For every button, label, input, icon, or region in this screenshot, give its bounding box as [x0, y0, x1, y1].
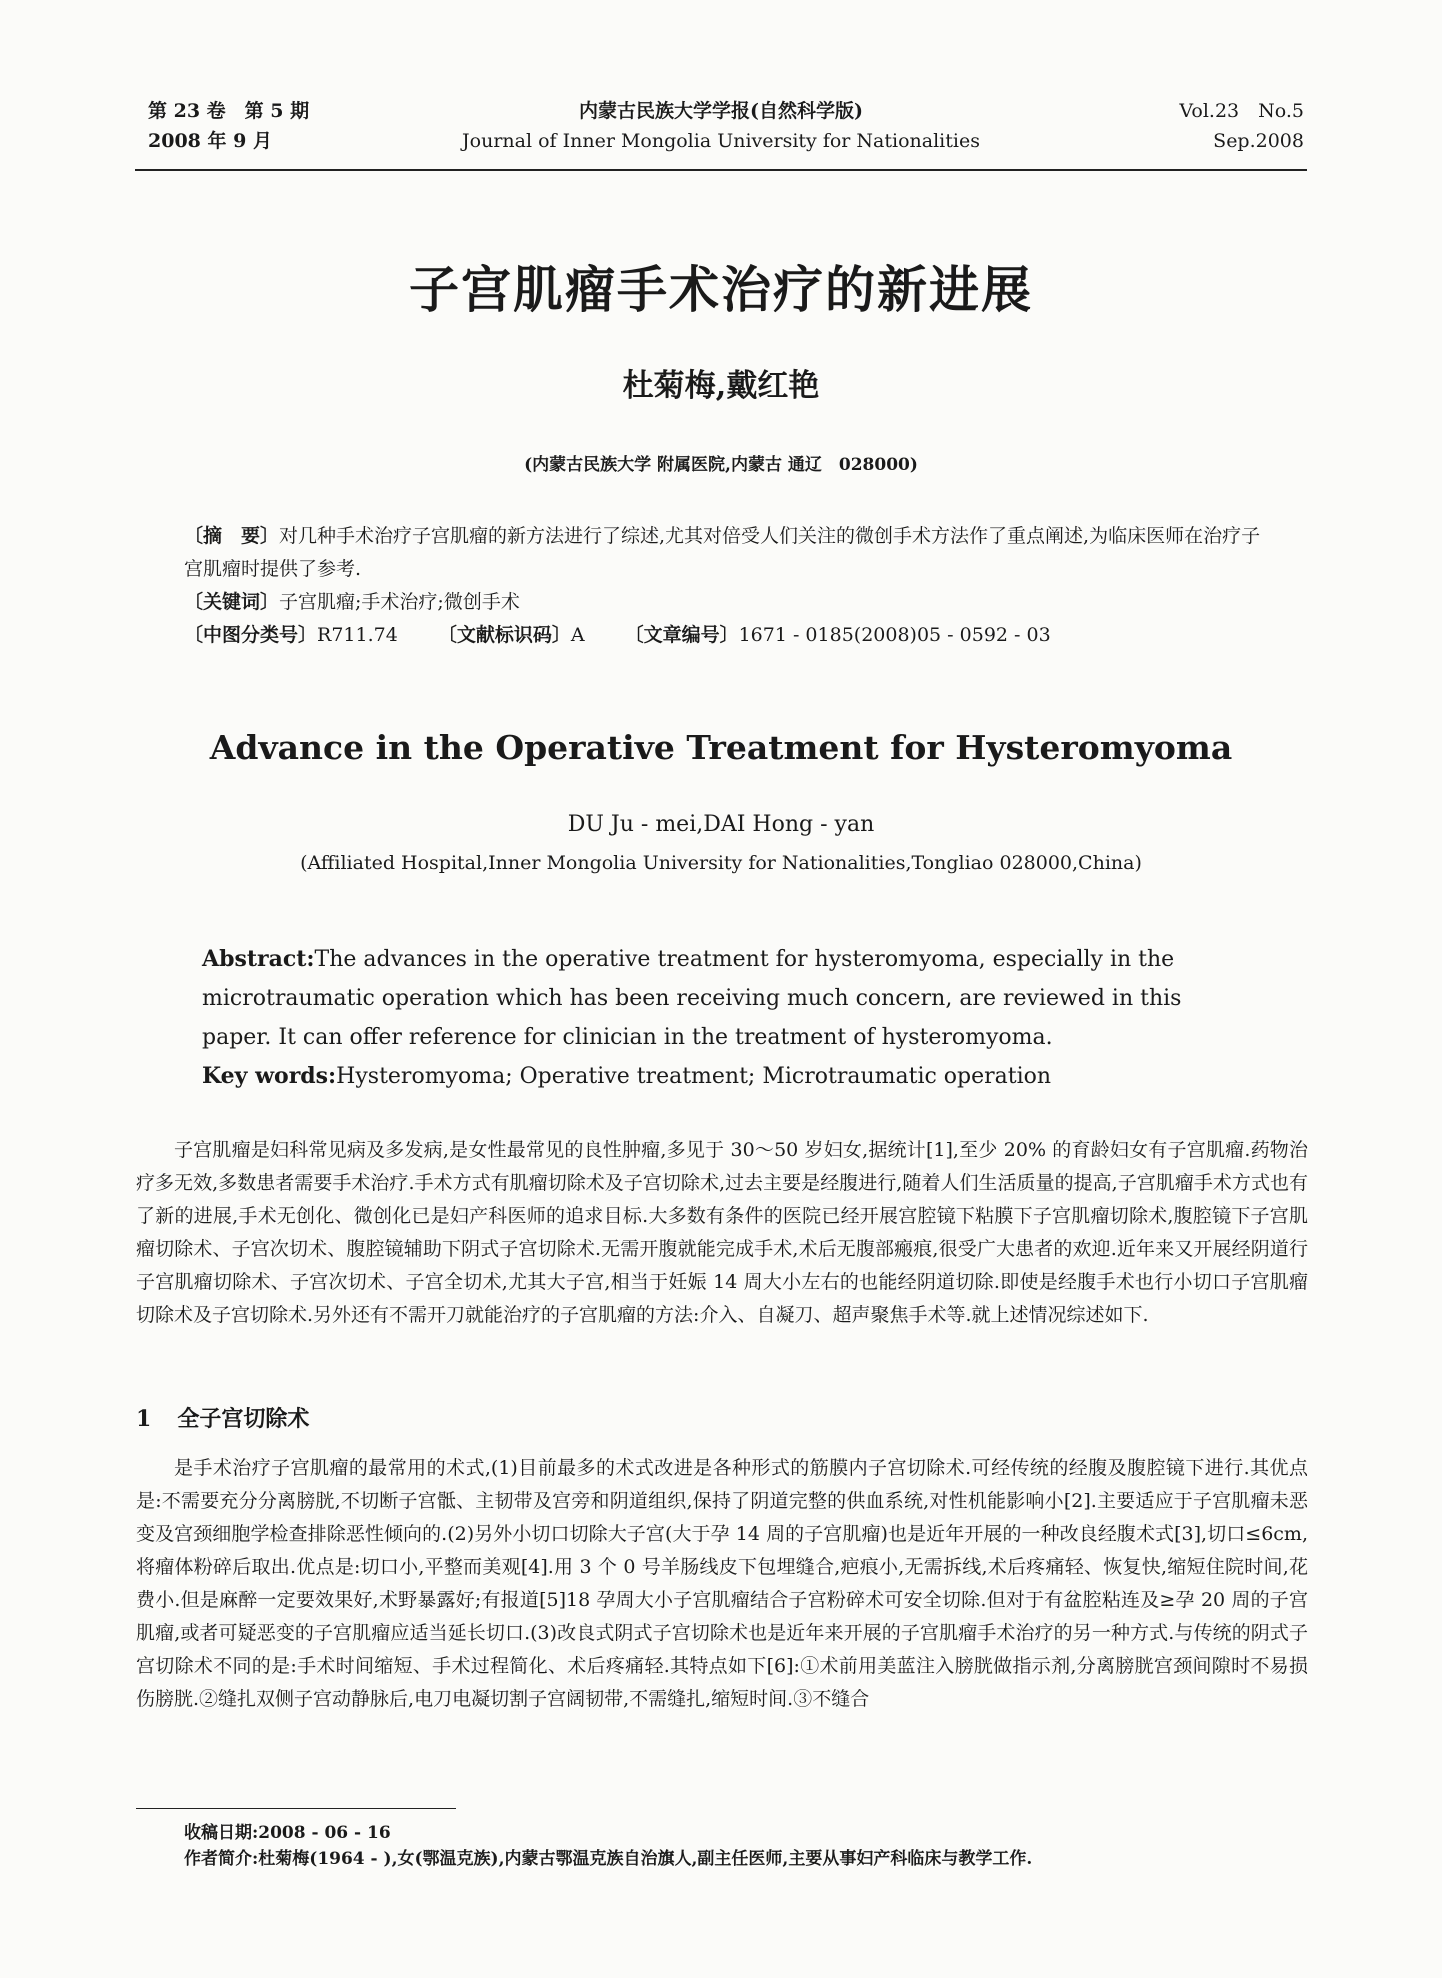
abstract-en — [202, 940, 1252, 1057]
abstract-en-label: Abstract: — [202, 946, 315, 972]
abstract-cn-text: 对几种手术治疗子宫肌瘤的新方法进行了综述,尤其对倍受人们关注的微创手术方法作了重点阐述,为临床医师在治疗子宫肌瘤时提供了参考. — [184, 525, 1261, 580]
keywords-en-label: Key words: — [202, 1063, 337, 1089]
article-number — [625, 619, 1051, 652]
header-rule — [135, 169, 1307, 171]
keywords-en — [202, 1057, 1252, 1096]
abstract-cn-label: 〔摘 要〕 — [184, 525, 280, 547]
header-volume-en: Vol.23 No.5 — [1179, 100, 1304, 122]
footnote-rule — [136, 1808, 456, 1809]
author-bio: 作者简介:杜菊梅(1964 - ),女(鄂温克族),内蒙古鄂温克族自治旗人,副主任医师,主要从事妇产科临床与教学工作. — [184, 1849, 1033, 1869]
header-volume-cn: 第 23 卷 第 5 期 — [148, 100, 310, 122]
keywords-en-text: Hysteromyoma; Operative treatment; Microtraumatic operation — [336, 1064, 1052, 1089]
received-date: 收稿日期:2008 - 06 - 16 — [184, 1823, 391, 1843]
header-journal-en: Journal of Inner Mongolia University for Nationalities — [462, 130, 980, 152]
section1-body — [136, 1452, 1308, 1716]
paper-title-en: Advance in the Operative Treatment for Hysteromyoma — [209, 728, 1233, 767]
article-value: 1671 - 0185(2008)05 - 0592 - 03 — [738, 624, 1051, 646]
keywords-cn-label: 〔关键词〕 — [184, 591, 280, 613]
authors-cn: 杜菊梅,戴红艳 — [622, 368, 820, 404]
clc-value: R711.74 — [317, 624, 398, 646]
abstract-en-block — [202, 940, 1252, 1096]
classification-row — [184, 619, 1264, 652]
header-volume-en-block — [1179, 96, 1304, 156]
doc-label: 〔文献标识码〕 — [437, 624, 571, 646]
intro-section — [136, 1134, 1308, 1332]
section-heading — [136, 1402, 335, 1433]
section-title: 全子宫切除术 — [177, 1406, 310, 1432]
abstract-cn — [184, 520, 1264, 586]
keywords-cn-text: 子宫肌瘤;手术治疗;微创手术 — [279, 591, 520, 613]
article-label: 〔文章编号〕 — [624, 624, 739, 646]
doc-code — [438, 619, 585, 652]
clc-code — [184, 619, 398, 652]
header-date-cn: 2008 年 9 月 — [148, 130, 272, 152]
footnotes — [184, 1820, 1032, 1872]
header-date-en: Sep.2008 — [1213, 130, 1304, 152]
doc-value: A — [570, 624, 585, 646]
keywords-cn — [184, 586, 1264, 619]
clc-label: 〔中图分类号〕 — [184, 624, 318, 646]
affiliation-cn: (内蒙古民族大学 附属医院,内蒙古 通辽 028000) — [524, 455, 918, 475]
section1-paragraph: 是手术治疗子宫肌瘤的最常用的术式,(1)目前最多的术式改进是各种形式的筋膜内子宫切除术.可经传统的经腹及腹腔镜下进行.其优点是:不需要充分分离膀胱,不切断子宫骶、主韧带及宫旁和阴道组织,保持了阴道完整的供血系统,对性机能影响小[2].主要适应于子宫肌瘤未恶变及宫颈细胞学检查排除恶性倾向的.(2)另外小切口切除大子宫(大于孕 14 周的子宫肌瘤)也是近年开展的一种改良经腹术式[3],切口≤6cm,将瘤体粉碎后取出.优点是:切口小,平整而美观[4].用 3 个 0 号羊肠线皮下包埋缝合,疤痕小,无需拆线,术后疼痛轻、恢复快,缩短住院时间,花费小.但是麻醉一定要效果好,术野暴露好;有报道[5]18 孕周大小子宫肌瘤结合子宫粉碎术可安全切除.但对于有盆腔粘连及≥孕 20 周的子宫肌瘤,或者可疑恶变的子宫肌瘤应适当延长切口.(3)改良式阴式子宫切除术也是近年来开展的子宫肌瘤手术治疗的另一种方式.与传统的阴式子宫切除术不同的是:手术时间缩短、手术过程简化、术后疼痛轻.其特点如下[6]:①术前用美蓝注入膀胱做指示剂,分离膀胱宫颈间隙时不易损伤膀胱.②缝扎双侧子宫动静脉后,电刀电凝切割子宫阔韧带,不需缝扎,缩短时间.③不缝合 — [136, 1457, 1308, 1710]
header-journal-cn: 内蒙古民族大学学报(自然科学版) — [579, 100, 863, 122]
affiliation-en: (Affiliated Hospital,Inner Mongolia University for Nationalities,Tongliao 028000,China) — [300, 852, 1142, 874]
section-number: 1 — [136, 1406, 152, 1432]
abstract-cn-block — [184, 520, 1264, 652]
intro-paragraph: 子宫肌瘤是妇科常见病及多发病,是女性最常见的良性肿瘤,多见于 30～50 岁妇女,据统计[1],至少 20% 的育龄妇女有子宫肌瘤.药物治疗多无效,多数患者需要手术治疗.手术方式有肌瘤切除术及子宫切除术,过去主要是经腹进行,随着人们生活质量的提高,子宫肌瘤手术方式也有了新的进展,手术无创化、微创化已是妇产科医师的追求目标.大多数有条件的医院已经开展宫腔镜下粘膜下子宫肌瘤切除术,腹腔镜下子宫肌瘤切除术、子宫次切术、腹腔镜辅助下阴式子宫切除术.无需开腹就能完成手术,术后无腹部瘢痕,很受广大患者的欢迎.近年来又开展经阴道行子宫肌瘤切除术、子宫次切术、子宫全切术,尤其大子宫,相当于妊娠 14 周大小左右的也能经阴道切除.即使是经腹手术也行小切口子宫肌瘤切除术及子宫切除术.另外还有不需开刀就能治疗的子宫肌瘤的方法:介入、自凝刀、超声聚焦手术等.就上述情况综述如下. — [136, 1139, 1308, 1326]
paper-title-cn: 子宫肌瘤手术治疗的新进展 — [409, 260, 1033, 319]
authors-en: DU Ju - mei,DAI Hong - yan — [567, 812, 875, 837]
abstract-en-text: The advances in the operative treatment for hysteromyoma, especially in the microtraumatic operation which has been receiving much concern, are reviewed in this paper. It can offer reference for clinician in the treatment of hysteromyoma. — [202, 947, 1182, 1050]
